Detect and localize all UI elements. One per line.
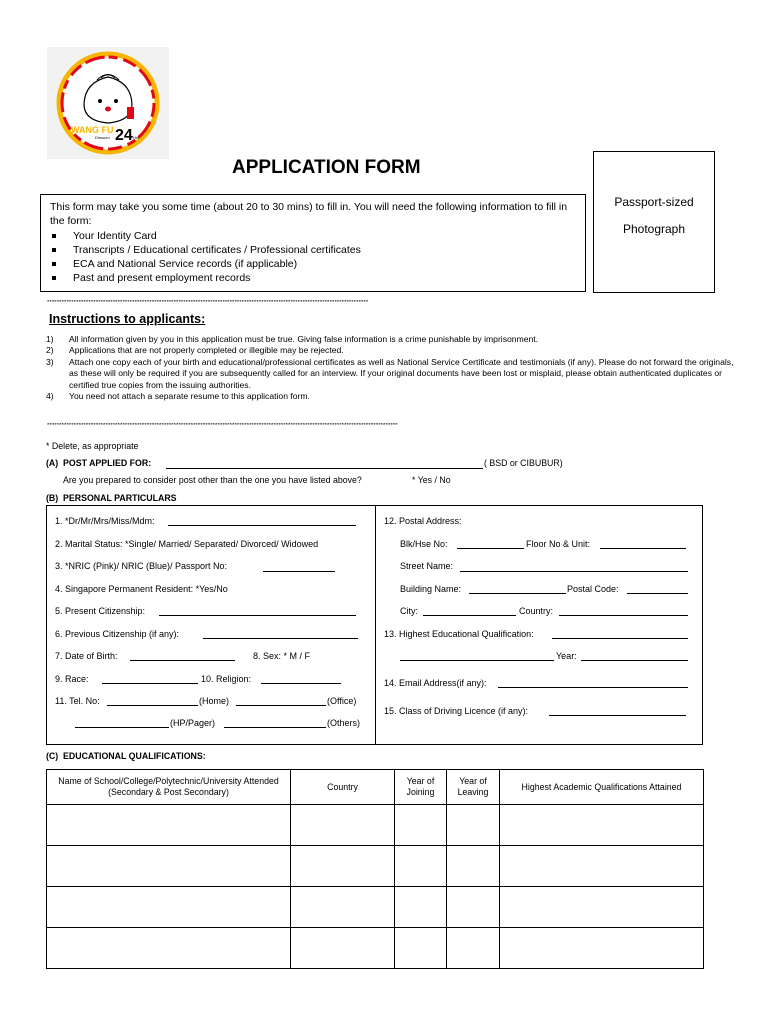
other-post-answer[interactable]: * Yes / No: [412, 475, 451, 485]
svg-text:24: 24: [115, 127, 133, 144]
qualification-input[interactable]: [552, 638, 688, 639]
qualification-input-2[interactable]: [400, 660, 554, 661]
postal-code-input[interactable]: [627, 593, 688, 594]
tel-office-label: (Office): [327, 696, 357, 706]
form-title: APPLICATION FORM: [232, 157, 421, 178]
blk-input[interactable]: [457, 548, 524, 549]
nric-input[interactable]: [263, 571, 335, 572]
instruction-item: [46, 345, 736, 356]
intro-item-eca-records: ECA and National Service records (if applicable): [50, 257, 361, 271]
race-label: 9. Race:: [55, 674, 89, 684]
tel-hp-input[interactable]: [75, 727, 169, 728]
instruction-text: You need not attach a separate resume to this application form.: [69, 391, 310, 402]
dob-label: 7. Date of Birth:: [55, 651, 118, 661]
table-row: [47, 887, 704, 928]
marital-status-label[interactable]: 2. Marital Status: *Single/ Married/ Separated/ Divorced/ Widowed: [55, 539, 319, 549]
section-b-label: (B): [46, 493, 59, 503]
instruction-number: 4): [46, 391, 54, 402]
year-joining-cell[interactable]: [395, 887, 447, 928]
photo-box-label-2: Photograph: [622, 222, 686, 236]
year-joining-cell[interactable]: [395, 928, 447, 969]
tel-others-label: (Others): [327, 718, 361, 728]
present-citizenship-label: 5. Present Citizenship:: [55, 606, 146, 616]
instruction-text: All information given by you in this application must be true. Giving false information is a crime punishable by imprisonment.: [69, 334, 539, 344]
qualification-cell[interactable]: [500, 887, 704, 928]
country-cell[interactable]: [291, 805, 395, 846]
pr-status-label[interactable]: 4. Singapore Permanent Resident: *Yes/No: [55, 584, 228, 594]
asterisk-separator: ************************************************************************************************************************************: [47, 300, 369, 306]
floor-unit-label: Floor No & Unit:: [526, 539, 591, 549]
city-input[interactable]: [423, 615, 516, 616]
city-label: City:: [400, 606, 418, 616]
table-row: [47, 846, 704, 887]
instructions-list: [46, 334, 736, 402]
passport-photo-box[interactable]: [593, 151, 715, 293]
religion-label: 10. Religion:: [201, 674, 252, 684]
post-options: ( BSD or CIBUBUR): [484, 458, 563, 468]
country-cell[interactable]: [291, 887, 395, 928]
year-leaving-cell[interactable]: [447, 805, 500, 846]
country-cell[interactable]: [291, 846, 395, 887]
header-year-leaving: Year of Leaving: [447, 770, 500, 805]
section-a-title: POST APPLIED FOR:: [63, 458, 152, 468]
school-cell[interactable]: [47, 928, 291, 969]
section-c-title: EDUCATIONAL QUALIFICATIONS:: [63, 751, 206, 761]
postal-code-label: Postal Code:: [567, 584, 619, 594]
school-cell[interactable]: [47, 805, 291, 846]
sex-label[interactable]: 8. Sex: * M / F: [253, 651, 311, 661]
intro-item-identity-card: Your Identity Card: [50, 229, 361, 243]
religion-input[interactable]: [261, 683, 341, 684]
svg-text:Dimsum: Dimsum: [95, 135, 110, 140]
tel-home-input[interactable]: [107, 705, 198, 706]
name-input[interactable]: [168, 525, 356, 526]
postal-address-label: 12. Postal Address:: [384, 516, 462, 526]
year-leaving-cell[interactable]: [447, 846, 500, 887]
intro-item-employment: Past and present employment records: [50, 271, 361, 285]
company-logo: [47, 47, 169, 159]
instruction-text: Applications that are not properly completed or illegible may be rejected.: [69, 345, 344, 356]
intro-item-certificates: Transcripts / Educational certificates / Professional certificates: [50, 243, 361, 257]
nric-label: 3. *NRIC (Pink)/ NRIC (Blue)/ Passport No:: [55, 561, 228, 571]
instruction-item: [46, 357, 736, 391]
instruction-number: 2): [46, 345, 54, 356]
dob-input[interactable]: [130, 660, 235, 661]
delete-note: * Delete, as appropriate: [46, 441, 139, 451]
intro-list: [50, 229, 361, 285]
education-table: [46, 769, 704, 969]
tel-home-label: (Home): [199, 696, 230, 706]
previous-citizenship-label: 6. Previous Citizenship (if any):: [55, 629, 180, 639]
school-cell[interactable]: [47, 887, 291, 928]
intro-box: [40, 194, 586, 292]
post-applied-input[interactable]: [166, 468, 483, 469]
qualification-year-label: Year:: [556, 651, 577, 661]
header-school-name: Name of School/College/Polytechnic/University Attended (Secondary & Post Secondary): [47, 770, 291, 805]
country-input[interactable]: [559, 615, 688, 616]
building-input[interactable]: [469, 593, 566, 594]
blk-label: Blk/Hse No:: [400, 539, 448, 549]
year-leaving-cell[interactable]: [447, 887, 500, 928]
instructions-title: [49, 312, 205, 326]
year-joining-cell[interactable]: [395, 805, 447, 846]
svg-text:Hrs: Hrs: [133, 135, 140, 140]
asterisk-separator: ************************************************************************************************************************************************: [47, 423, 398, 429]
qualification-label: 13. Highest Educational Qualification:: [384, 629, 534, 639]
header-year-joining: Year of Joining: [395, 770, 447, 805]
header-qualification: Highest Academic Qualifications Attained: [500, 770, 704, 805]
education-table-header: [47, 770, 704, 805]
qualification-cell[interactable]: [500, 928, 704, 969]
tel-hp-label: (HP/Pager): [170, 718, 216, 728]
instructions-title-colon: :: [201, 312, 206, 326]
driving-licence-label: 15. Class of Driving Licence (if any):: [384, 706, 529, 716]
email-label: 14. Email Address(if any):: [384, 678, 487, 688]
driving-licence-input[interactable]: [549, 715, 686, 716]
other-post-question: Are you prepared to consider post other than the one you have listed above?: [63, 475, 362, 485]
year-joining-cell[interactable]: [395, 846, 447, 887]
floor-unit-input[interactable]: [600, 548, 686, 549]
intro-text: This form may take you some time (about 20 to 30 mins) to fill in. You will need the following information to fill in the form:: [50, 201, 568, 227]
email-input[interactable]: [498, 687, 688, 688]
title-field-label: 1. *Dr/Mr/Mrs/Miss/Mdm:: [55, 516, 155, 526]
instruction-item: [46, 391, 736, 402]
instruction-number: 3): [46, 356, 54, 367]
svg-text:WANG FU: WANG FU: [71, 125, 114, 135]
table-row: [47, 928, 704, 969]
column-divider: [375, 505, 376, 744]
instruction-text: Attach one copy each of your birth and educational/professional certificates as well as National Service Certificate and testimonials (if any). Please do not forward the originals, as these will only be required if you are subsequently called for an interview. If your original documents have been lost or misplaid, please obtain authenticated duplicates or certified true copies from the issuing authorities.: [69, 356, 734, 390]
previous-citizenship-input[interactable]: [203, 638, 358, 639]
country-cell[interactable]: [291, 928, 395, 969]
qualification-cell[interactable]: [500, 805, 704, 846]
section-c-label: (C): [46, 751, 59, 761]
instruction-item: [46, 334, 736, 345]
section-a-label: (A): [46, 458, 59, 468]
school-cell[interactable]: [47, 846, 291, 887]
dimsum-logo-icon: [47, 47, 169, 159]
photo-box-label-1: Passport-sized: [614, 195, 694, 209]
tel-label: 11. Tel. No:: [55, 696, 100, 706]
street-input[interactable]: [460, 571, 688, 572]
qualification-year-input[interactable]: [581, 660, 688, 661]
present-citizenship-input[interactable]: [159, 615, 356, 616]
instruction-number: 1): [46, 334, 54, 344]
street-label: Street Name:: [400, 561, 454, 571]
building-label: Building Name:: [400, 584, 462, 594]
tel-office-input[interactable]: [236, 705, 326, 706]
tel-others-input[interactable]: [224, 727, 326, 728]
instructions-title-text: Instructions to applicants: [49, 312, 202, 326]
country-label: Country:: [519, 606, 554, 616]
table-row: [47, 805, 704, 846]
qualification-cell[interactable]: [500, 846, 704, 887]
header-country: Country: [291, 770, 395, 805]
section-b-title: PERSONAL PARTICULARS: [63, 493, 177, 503]
year-leaving-cell[interactable]: [447, 928, 500, 969]
race-input[interactable]: [102, 683, 198, 684]
